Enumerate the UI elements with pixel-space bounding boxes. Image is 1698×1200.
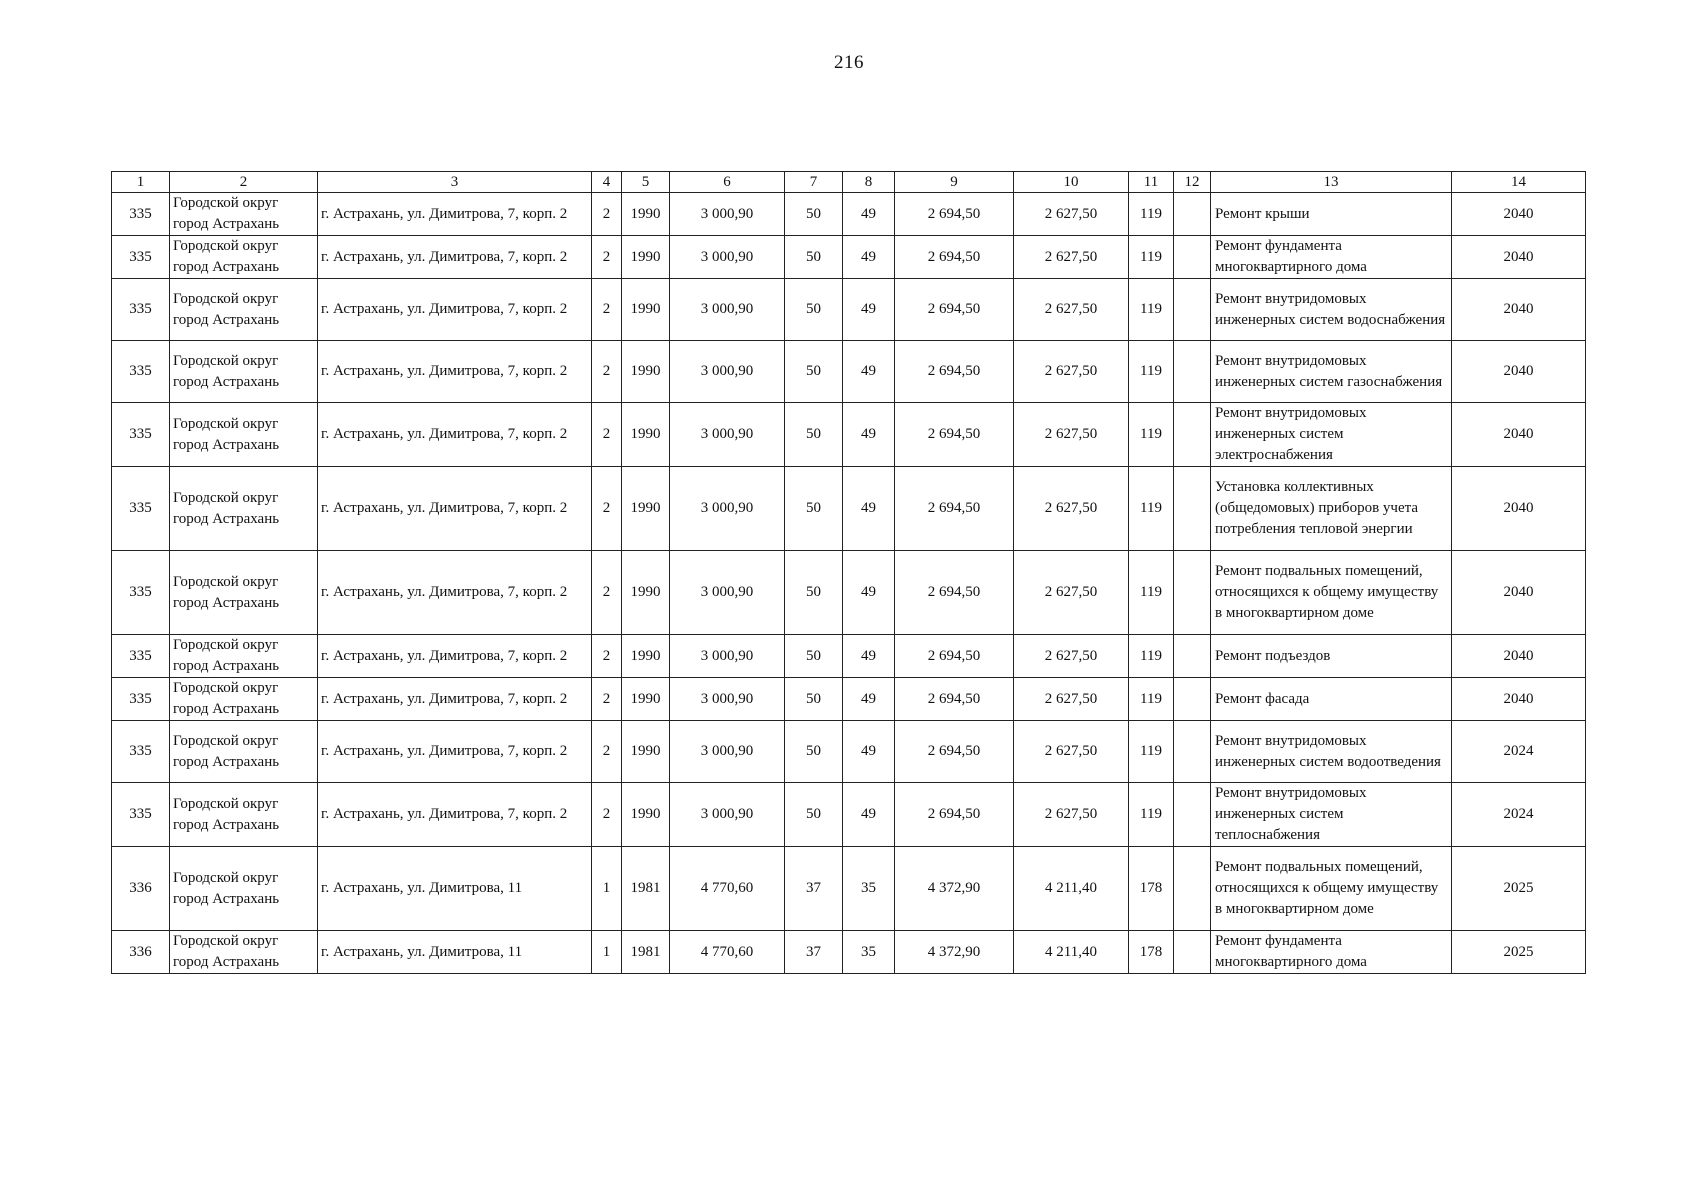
cell-col7: 50 xyxy=(785,783,843,847)
cell-col8: 49 xyxy=(843,341,895,403)
cell-work-type: Ремонт крыши xyxy=(1211,193,1452,236)
cell-floors: 2 xyxy=(592,279,622,341)
cell-col7: 50 xyxy=(785,279,843,341)
cell-number: 335 xyxy=(112,721,170,783)
cell-total-area: 3 000,90 xyxy=(670,551,785,635)
cell-col7: 50 xyxy=(785,193,843,236)
cell-planned-year: 2040 xyxy=(1452,341,1586,403)
cell-work-type: Ремонт подъездов xyxy=(1211,635,1452,678)
cell-area-10: 4 211,40 xyxy=(1014,931,1129,974)
cell-residents: 119 xyxy=(1129,467,1174,551)
cell-municipality: Городской округ город Астрахань xyxy=(170,635,318,678)
cell-municipality: Городской округ город Астрахань xyxy=(170,236,318,279)
cell-address: г. Астрахань, ул. Димитрова, 7, корп. 2 xyxy=(318,193,592,236)
table-row xyxy=(112,467,1586,551)
cell-address: г. Астрахань, ул. Димитрова, 7, корп. 2 xyxy=(318,341,592,403)
cell-number: 335 xyxy=(112,236,170,279)
cell-area-10: 2 627,50 xyxy=(1014,635,1129,678)
cell-planned-year: 2040 xyxy=(1452,551,1586,635)
cell-area-10: 2 627,50 xyxy=(1014,551,1129,635)
page-number: 216 xyxy=(834,52,864,73)
capital-repair-table xyxy=(111,171,1586,974)
cell-col7: 50 xyxy=(785,467,843,551)
cell-col8: 49 xyxy=(843,403,895,467)
cell-address: г. Астрахань, ул. Димитрова, 7, корп. 2 xyxy=(318,403,592,467)
cell-col12 xyxy=(1174,236,1211,279)
cell-area-10: 2 627,50 xyxy=(1014,193,1129,236)
cell-total-area: 3 000,90 xyxy=(670,193,785,236)
cell-total-area: 3 000,90 xyxy=(670,236,785,279)
cell-work-type: Ремонт внутридомовых инженерных систем электроснабжения xyxy=(1211,403,1452,467)
cell-area-9: 4 372,90 xyxy=(895,847,1014,931)
cell-number: 335 xyxy=(112,279,170,341)
column-header-14: 14 xyxy=(1452,172,1586,193)
cell-year: 1990 xyxy=(622,678,670,721)
cell-area-9: 2 694,50 xyxy=(895,551,1014,635)
cell-number: 336 xyxy=(112,847,170,931)
cell-col7: 50 xyxy=(785,551,843,635)
cell-planned-year: 2040 xyxy=(1452,678,1586,721)
cell-planned-year: 2040 xyxy=(1452,236,1586,279)
cell-number: 336 xyxy=(112,931,170,974)
cell-area-9: 2 694,50 xyxy=(895,236,1014,279)
cell-address: г. Астрахань, ул. Димитрова, 7, корп. 2 xyxy=(318,467,592,551)
cell-col12 xyxy=(1174,783,1211,847)
cell-number: 335 xyxy=(112,783,170,847)
cell-residents: 119 xyxy=(1129,635,1174,678)
cell-year: 1990 xyxy=(622,783,670,847)
column-header-2: 2 xyxy=(170,172,318,193)
cell-address: г. Астрахань, ул. Димитрова, 7, корп. 2 xyxy=(318,783,592,847)
cell-year: 1990 xyxy=(622,193,670,236)
cell-work-type: Ремонт внутридомовых инженерных систем газоснабжения xyxy=(1211,341,1452,403)
cell-work-type: Ремонт фундамента многоквартирного дома xyxy=(1211,236,1452,279)
cell-col12 xyxy=(1174,847,1211,931)
cell-area-9: 2 694,50 xyxy=(895,193,1014,236)
column-header-11: 11 xyxy=(1129,172,1174,193)
cell-number: 335 xyxy=(112,635,170,678)
cell-total-area: 3 000,90 xyxy=(670,279,785,341)
column-header-5: 5 xyxy=(622,172,670,193)
cell-col8: 49 xyxy=(843,721,895,783)
cell-planned-year: 2040 xyxy=(1452,193,1586,236)
cell-number: 335 xyxy=(112,678,170,721)
cell-col8: 49 xyxy=(843,467,895,551)
cell-floors: 1 xyxy=(592,931,622,974)
cell-address: г. Астрахань, ул. Димитрова, 7, корп. 2 xyxy=(318,721,592,783)
cell-number: 335 xyxy=(112,551,170,635)
cell-number: 335 xyxy=(112,193,170,236)
cell-number: 335 xyxy=(112,341,170,403)
cell-address: г. Астрахань, ул. Димитрова, 7, корп. 2 xyxy=(318,635,592,678)
cell-residents: 119 xyxy=(1129,279,1174,341)
cell-planned-year: 2025 xyxy=(1452,931,1586,974)
cell-work-type: Ремонт внутридомовых инженерных систем водоотведения xyxy=(1211,721,1452,783)
cell-col7: 50 xyxy=(785,635,843,678)
cell-area-10: 2 627,50 xyxy=(1014,783,1129,847)
cell-total-area: 3 000,90 xyxy=(670,678,785,721)
column-header-8: 8 xyxy=(843,172,895,193)
cell-col8: 49 xyxy=(843,236,895,279)
cell-col8: 49 xyxy=(843,551,895,635)
cell-year: 1990 xyxy=(622,341,670,403)
table-row xyxy=(112,236,1586,279)
cell-col12 xyxy=(1174,279,1211,341)
cell-area-10: 2 627,50 xyxy=(1014,279,1129,341)
cell-total-area: 3 000,90 xyxy=(670,721,785,783)
cell-floors: 1 xyxy=(592,847,622,931)
cell-address: г. Астрахань, ул. Димитрова, 7, корп. 2 xyxy=(318,551,592,635)
cell-residents: 119 xyxy=(1129,551,1174,635)
cell-municipality: Городской округ город Астрахань xyxy=(170,721,318,783)
header-row xyxy=(112,172,1586,193)
cell-municipality: Городской округ город Астрахань xyxy=(170,551,318,635)
cell-col12 xyxy=(1174,403,1211,467)
cell-municipality: Городской округ город Астрахань xyxy=(170,931,318,974)
cell-col12 xyxy=(1174,635,1211,678)
cell-col8: 49 xyxy=(843,678,895,721)
cell-planned-year: 2024 xyxy=(1452,783,1586,847)
cell-year: 1990 xyxy=(622,721,670,783)
cell-work-type: Ремонт внутридомовых инженерных систем водоснабжения xyxy=(1211,279,1452,341)
cell-floors: 2 xyxy=(592,551,622,635)
cell-col12 xyxy=(1174,551,1211,635)
column-header-9: 9 xyxy=(895,172,1014,193)
cell-municipality: Городской округ город Астрахань xyxy=(170,678,318,721)
column-header-7: 7 xyxy=(785,172,843,193)
cell-col7: 50 xyxy=(785,678,843,721)
cell-work-type: Ремонт фундамента многоквартирного дома xyxy=(1211,931,1452,974)
cell-area-10: 2 627,50 xyxy=(1014,678,1129,721)
cell-total-area: 4 770,60 xyxy=(670,931,785,974)
cell-floors: 2 xyxy=(592,678,622,721)
cell-area-9: 2 694,50 xyxy=(895,721,1014,783)
table-row xyxy=(112,931,1586,974)
cell-total-area: 4 770,60 xyxy=(670,847,785,931)
column-header-1: 1 xyxy=(112,172,170,193)
column-header-12: 12 xyxy=(1174,172,1211,193)
cell-col8: 35 xyxy=(843,847,895,931)
cell-planned-year: 2024 xyxy=(1452,721,1586,783)
cell-col7: 50 xyxy=(785,236,843,279)
column-header-3: 3 xyxy=(318,172,592,193)
cell-floors: 2 xyxy=(592,635,622,678)
cell-total-area: 3 000,90 xyxy=(670,341,785,403)
cell-residents: 119 xyxy=(1129,341,1174,403)
cell-floors: 2 xyxy=(592,341,622,403)
cell-floors: 2 xyxy=(592,721,622,783)
table-row xyxy=(112,341,1586,403)
cell-residents: 178 xyxy=(1129,931,1174,974)
cell-work-type: Установка коллективных (общедомовых) приборов учета потребления тепловой энергии xyxy=(1211,467,1452,551)
column-header-13: 13 xyxy=(1211,172,1452,193)
cell-year: 1981 xyxy=(622,847,670,931)
cell-municipality: Городской округ город Астрахань xyxy=(170,341,318,403)
column-header-10: 10 xyxy=(1014,172,1129,193)
cell-area-9: 4 372,90 xyxy=(895,931,1014,974)
cell-year: 1990 xyxy=(622,467,670,551)
table-row xyxy=(112,678,1586,721)
table-row xyxy=(112,551,1586,635)
cell-total-area: 3 000,90 xyxy=(670,403,785,467)
cell-col12 xyxy=(1174,467,1211,551)
cell-address: г. Астрахань, ул. Димитрова, 7, корп. 2 xyxy=(318,236,592,279)
cell-residents: 119 xyxy=(1129,721,1174,783)
cell-area-10: 2 627,50 xyxy=(1014,721,1129,783)
cell-municipality: Городской округ город Астрахань xyxy=(170,847,318,931)
cell-col8: 35 xyxy=(843,931,895,974)
cell-area-10: 2 627,50 xyxy=(1014,403,1129,467)
cell-address: г. Астрахань, ул. Димитрова, 7, корп. 2 xyxy=(318,678,592,721)
table-row xyxy=(112,847,1586,931)
cell-total-area: 3 000,90 xyxy=(670,467,785,551)
cell-area-9: 2 694,50 xyxy=(895,279,1014,341)
cell-area-9: 2 694,50 xyxy=(895,635,1014,678)
cell-planned-year: 2040 xyxy=(1452,635,1586,678)
cell-residents: 119 xyxy=(1129,678,1174,721)
cell-work-type: Ремонт внутридомовых инженерных систем теплоснабжения xyxy=(1211,783,1452,847)
cell-col12 xyxy=(1174,193,1211,236)
cell-address: г. Астрахань, ул. Димитрова, 7, корп. 2 xyxy=(318,279,592,341)
cell-municipality: Городской округ город Астрахань xyxy=(170,193,318,236)
cell-number: 335 xyxy=(112,403,170,467)
cell-floors: 2 xyxy=(592,403,622,467)
cell-total-area: 3 000,90 xyxy=(670,783,785,847)
cell-col7: 37 xyxy=(785,931,843,974)
cell-residents: 119 xyxy=(1129,236,1174,279)
cell-area-10: 2 627,50 xyxy=(1014,467,1129,551)
cell-col12 xyxy=(1174,721,1211,783)
cell-floors: 2 xyxy=(592,236,622,279)
cell-work-type: Ремонт фасада xyxy=(1211,678,1452,721)
cell-area-10: 2 627,50 xyxy=(1014,341,1129,403)
cell-residents: 119 xyxy=(1129,403,1174,467)
cell-col8: 49 xyxy=(843,635,895,678)
cell-year: 1990 xyxy=(622,279,670,341)
cell-address: г. Астрахань, ул. Димитрова, 11 xyxy=(318,931,592,974)
table-row xyxy=(112,193,1586,236)
cell-planned-year: 2040 xyxy=(1452,279,1586,341)
cell-work-type: Ремонт подвальных помещений, относящихся к общему имуществу в многоквартирном доме xyxy=(1211,551,1452,635)
cell-col7: 37 xyxy=(785,847,843,931)
cell-year: 1990 xyxy=(622,236,670,279)
column-header-4: 4 xyxy=(592,172,622,193)
cell-area-10: 2 627,50 xyxy=(1014,236,1129,279)
cell-residents: 119 xyxy=(1129,783,1174,847)
cell-total-area: 3 000,90 xyxy=(670,635,785,678)
cell-address: г. Астрахань, ул. Димитрова, 11 xyxy=(318,847,592,931)
cell-year: 1981 xyxy=(622,931,670,974)
cell-municipality: Городской округ город Астрахань xyxy=(170,467,318,551)
cell-col7: 50 xyxy=(785,341,843,403)
cell-residents: 119 xyxy=(1129,193,1174,236)
cell-col7: 50 xyxy=(785,721,843,783)
cell-col12 xyxy=(1174,341,1211,403)
cell-residents: 178 xyxy=(1129,847,1174,931)
cell-year: 1990 xyxy=(622,635,670,678)
table-row xyxy=(112,721,1586,783)
cell-number: 335 xyxy=(112,467,170,551)
cell-floors: 2 xyxy=(592,783,622,847)
table-row xyxy=(112,783,1586,847)
cell-area-9: 2 694,50 xyxy=(895,341,1014,403)
cell-municipality: Городской округ город Астрахань xyxy=(170,279,318,341)
cell-area-10: 4 211,40 xyxy=(1014,847,1129,931)
cell-col8: 49 xyxy=(843,193,895,236)
cell-area-9: 2 694,50 xyxy=(895,783,1014,847)
cell-work-type: Ремонт подвальных помещений, относящихся к общему имуществу в многоквартирном доме xyxy=(1211,847,1452,931)
cell-planned-year: 2040 xyxy=(1452,467,1586,551)
table-row xyxy=(112,635,1586,678)
cell-year: 1990 xyxy=(622,551,670,635)
cell-year: 1990 xyxy=(622,403,670,467)
column-header-6: 6 xyxy=(670,172,785,193)
cell-area-9: 2 694,50 xyxy=(895,678,1014,721)
cell-col12 xyxy=(1174,931,1211,974)
cell-col8: 49 xyxy=(843,279,895,341)
cell-planned-year: 2040 xyxy=(1452,403,1586,467)
table-body xyxy=(112,193,1586,974)
cell-municipality: Городской округ город Астрахань xyxy=(170,783,318,847)
cell-floors: 2 xyxy=(592,467,622,551)
cell-col7: 50 xyxy=(785,403,843,467)
cell-area-9: 2 694,50 xyxy=(895,403,1014,467)
cell-floors: 2 xyxy=(592,193,622,236)
cell-area-9: 2 694,50 xyxy=(895,467,1014,551)
table-row xyxy=(112,279,1586,341)
cell-col12 xyxy=(1174,678,1211,721)
cell-municipality: Городской округ город Астрахань xyxy=(170,403,318,467)
table-row xyxy=(112,403,1586,467)
cell-planned-year: 2025 xyxy=(1452,847,1586,931)
cell-col8: 49 xyxy=(843,783,895,847)
